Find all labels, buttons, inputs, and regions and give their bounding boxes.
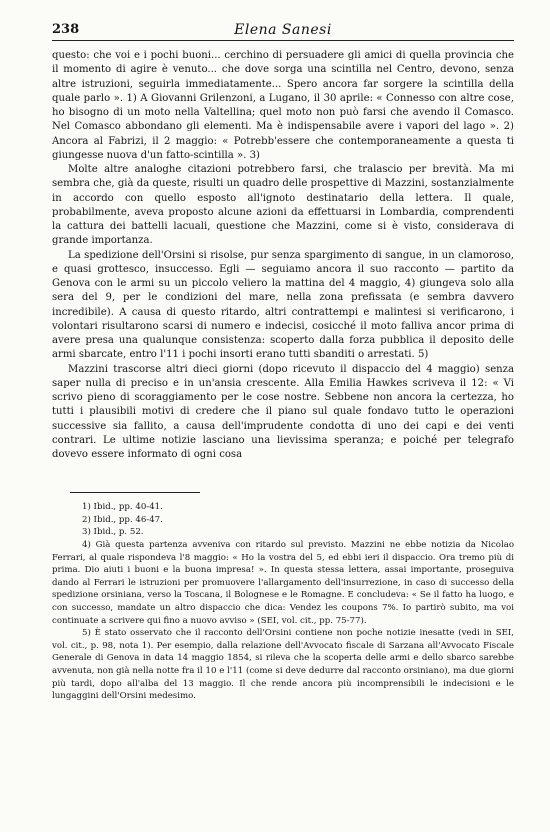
footnote: 2) Ibid., pp. 46-47.: [82, 514, 163, 525]
page-header: [52, 22, 514, 41]
body-text: [52, 49, 514, 462]
paragraph: Mazzini trascorse altri dieci giorni (dopo ricevuto il dispaccio del 4 maggio) senza saper nulla di preciso e in un'ansia crescente. Alla Emilia Hawkes scriveva il 12: « Vi scrivo pieno di scoraggiamento per le cose nostre. Sebbene non ancora la certezza, ho tutti i plausibili motivi di credere che il piano sul quale fondavo tutto le operazioni successive sia fallito, a causa dell'imprudente condotta di uno dei capi e dei venti contrari. Le ultime notizie lasciano una lievissima speranza; e poiché per telegrafo dovevo essere informato di ogni cosa: [52, 363, 514, 460]
footnote: 5) È stato osservato che il racconto dell'Orsini contiene non poche notizie inesatte (vedi in SEI, vol. cit., p. 98, nota 1). Per esempio, dalla relazione dell'Avvocato fiscale di Sarzana all'Avvocato Fiscale Generale di Genova in data 14 maggio 1854, si rileva che la scoperta delle armi e dello sbarco sarebbe avvenuta, non già nella notte fra il 10 e l'11 (come si deve dedurre dal racconto orsiniano), ma due giorni più tardi, dopo all'alba del 13 maggio. Il che rende ancora più incomprensibili le indecisioni e le lungaggini dell'Orsini medesimo.: [52, 628, 514, 702]
footnote: 3) Ibid., p. 52.: [82, 527, 144, 538]
page: [52, 22, 514, 703]
paragraph: La spedizione dell'Orsini si risolse, pur senza spargimento di sangue, in un clamoroso, e quasi grottesco, insuccesso. Egli — seguiamo ancora il suo racconto — partito da Genova con le armi su un piccolo veliero la mattina del 4 maggio, 4) giungeva solo alla sera del 9, per le condizioni del mare, nella zona prefissata (e sembra davvero incredibile). A causa di questo ritardo, altri contrattempi e malintesi si verificarono, i volontari risultarono scarsi di numero e indecisi, cosicché il moto falliva ancor prima di avere presa una qualunque consistenza: scoperto dalla forza pubblica il deposito delle armi sbarcate, entro l'11 i pochi insorti erano tutti sbanditi o arrestati. 5): [52, 249, 514, 361]
footnote-rule: [70, 492, 200, 493]
footnote: 4) Già questa partenza avveniva con ritardo sul previsto. Mazzini ne ebbe notizia da Nicolao Ferrari, al quale rispondeva l'8 maggio: « Ho la vostra del 5, ed ebbi ieri il dispaccio. Ora tremo più di prima. Dio aiuti i buoni e la buona impresa! ». In questa stessa lettera, assai importante, proseguiva dando al Ferrari le istruzioni per promuovere l'allargamento dell'insurrezione, in caso di successo della spedizione orsiniana, verso la Toscana, il Bolognese e le Romagne. E concludeva: « Se il fatto ha luogo, e con successo, mandate un altro dispaccio che dica: Vendez les coupons 7%. Io partirò subito, ma voi continuate a scrivere qui fino a nuovo avviso » (SEI, vol. cit., pp. 75-77).: [52, 540, 514, 626]
footnotes: [52, 501, 514, 703]
page-number: 238: [52, 22, 80, 37]
footnote: 1) Ibid., pp. 40-41.: [82, 502, 163, 513]
paragraph: questo: che voi e i pochi buoni... cerchino di persuadere gli amici di quella provincia che il momento di agire è venuto... che dove sorga una scintilla nel Centro, devono, senza altre istruzioni, seguirla immediatamente... Spero ancora far sorgere la scintilla della quale parlo ». 1) A Giovanni Grilenzoni, a Lugano, il 30 aprile: « Connesso con altre cose, ho bisogno di un moto nella Valtellina; quel moto non può farsi che avendo il Comasco. Nel Comasco abbondano gli elementi. Ma è indispensabile avere i vapori del lago ». 2) Ancora al Fabrizi, il 2 maggio: « Potrebb'essere che contemporaneamente a questa ti giungesse nuova d'un fatto-scintilla ». 3): [52, 50, 514, 161]
running-head: Elena Sanesi: [234, 22, 332, 38]
paragraph: Molte altre analoghe citazioni potrebbero farsi, che tralascio per brevità. Ma mi sembra che, già da queste, risulti un quadro delle prospettive di Mazzini, sostanzialmente in accordo con quello esposto all'ignoto destinatario della lettera. Il quale, probabilmente, aveva proposto alcune azioni da effettuarsi in Lombardia, comprendenti la cattura dei battelli lacuali, questione che Mazzini, come si è visto, considerava di grande importanza.: [52, 164, 514, 247]
